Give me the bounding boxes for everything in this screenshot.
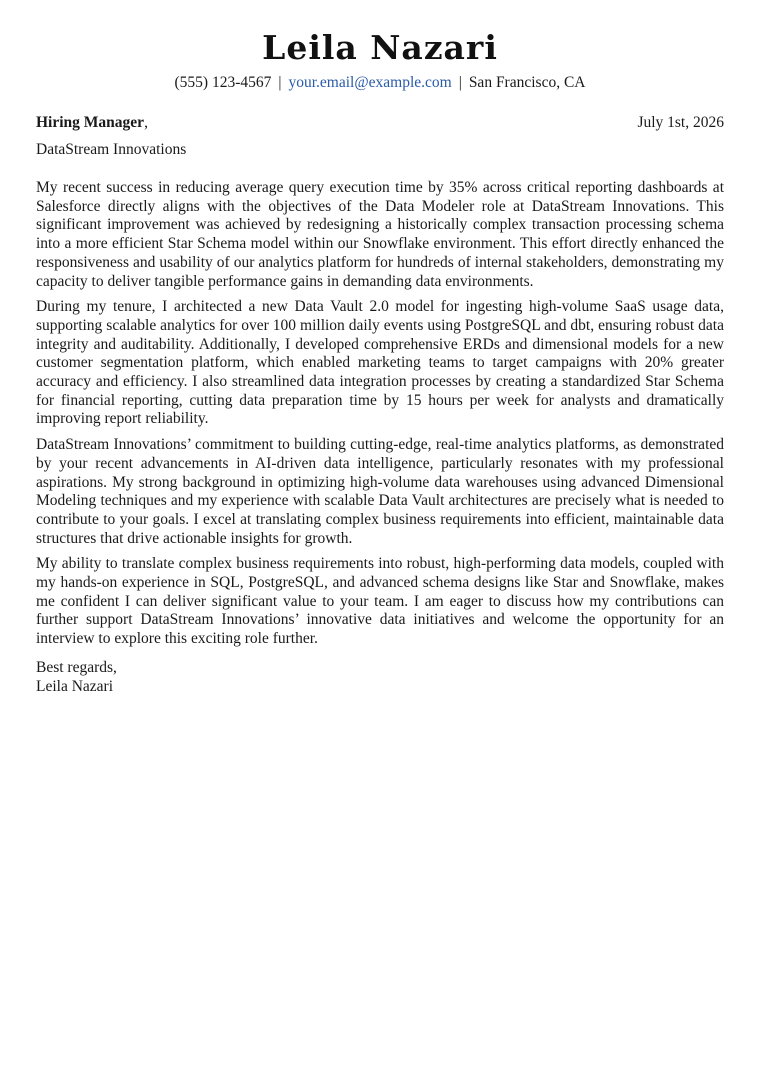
contact-line (36, 73, 724, 93)
recipient-company: DataStream Innovations (36, 141, 187, 158)
body-paragraph: DataStream Innovations’ commitment to building cutting-edge, real-time analytics platforms, as demonstrated by your recent advancements in AI-driven data intelligence, particularly resonates with my professional aspirations. My strong background in optimizing high-volume data warehouses using advanced Dimensional Modeling techniques and my experience with scalable Data Vault architectures are precisely what is needed to contribute to your goals. I excel at translating complex business requirements into efficient, maintainable data structures that drive actionable insights for growth. (36, 436, 724, 547)
body-paragraph: During my tenure, I architected a new Data Vault 2.0 model for ingesting high-volume SaaS usage data, supporting scalable analytics for over 100 million daily events using PostgreSQL and dbt, ensuring robust data integrity and auditability. Additionally, I developed comprehensive ERDs and dimensional models for a new customer segmentation platform, which enabled marketing teams to target campaigns with 20% greater accuracy and efficiency. I also streamlined data integration processes by creating a standardized Star Schema for financial reporting, cutting data preparation time by 15 hours per week for analysts and dramatically improving report reliability. (36, 298, 724, 428)
cover-letter-page (36, 0, 724, 696)
contact-separator: | (458, 74, 462, 91)
body-paragraph: My ability to translate complex business requirements into robust, high-performing data models, coupled with my hands-on experience in SQL, PostgreSQL, and advanced schema designs like Star and Snowflake, makes me confident I can deliver significant value to your team. I am eager to discuss how my contributions can further support DataStream Innovations’ innovative data initiatives and welcome the opportunity for an interview to explore this exciting role further. (36, 555, 724, 648)
recipient-row (36, 113, 724, 133)
contact-separator: | (278, 74, 282, 91)
salutation-punctuation: , (144, 114, 148, 131)
valediction: Best regards, (36, 658, 117, 676)
body-paragraph: My recent success in reducing average query execution time by 35% across critical reporting dashboards at Salesforce directly aligns with the objectives of the Data Modeler role at DataStream Innovations. This significant improvement was achieved by redesigning a historically complex transaction processing schema into a more efficient Star Schema model within our Snowflake environment. This effort directly enhanced the responsiveness and usability of our analytics platform for hundreds of internal stakeholders, demonstrating my capacity to deliver tangible performance gains in demanding data environments. (36, 179, 724, 290)
letter-body (36, 179, 724, 649)
phone-number: (555) 123-4567 (174, 74, 272, 91)
recipient-title: Hiring Manager (36, 114, 145, 131)
closing-block (36, 658, 724, 696)
email-link[interactable]: your.email@example.com (288, 74, 452, 91)
applicant-name: Leila Nazari (262, 28, 498, 67)
location: San Francisco, CA (468, 74, 586, 91)
signature-name: Leila Nazari (36, 677, 114, 695)
salutation (36, 113, 148, 133)
letter-date: July 1st, 2026 (637, 114, 724, 131)
